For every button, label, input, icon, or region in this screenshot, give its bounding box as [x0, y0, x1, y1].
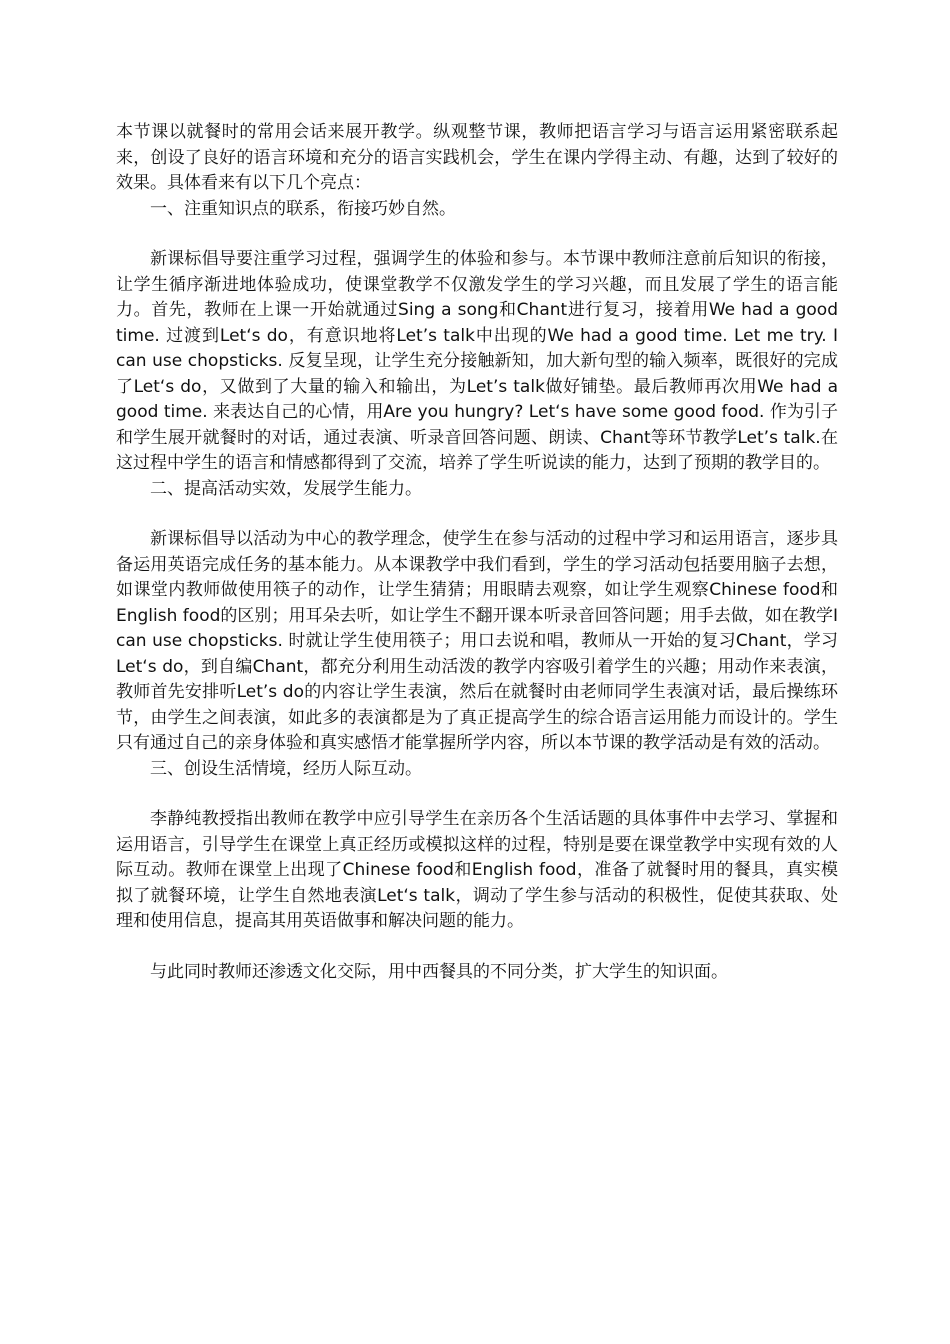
section-heading-1: 一、注重知识点的联系，衔接巧妙自然。 [150, 198, 456, 219]
intro-paragraph: 本节课以就餐时的常用会话来展开教学。纵观整节课，教师把语言学习与语言运用紧密联系起来，创设了良好的语言环境和充分的语言实践机会，学生在课内学得主动、有趣，达到了较好的效果。具体看来有以下几个亮点： [116, 122, 838, 193]
section-paragraph-3: 李静纯教授指出教师在教学中应引导学生在亲历各个生活话题的具体事件中去学习、掌握和运用语言，引导学生在课堂上真正经历或模拟这样的过程，特别是要在课堂教学中实现有效的人际互动。教师在课堂上出现了Chinese food和English food，准备了就餐时用的餐具，真实模拟了就餐环境，让学生自然地表演Let‘s talk，调动了学生参与活动的积极性，促使其获取、处理和使用信息，提高其用英语做事和解决问题的能力。 [116, 809, 838, 931]
section-heading-3: 三、创设生活情境，经历人际互动。 [150, 758, 422, 779]
section-heading-2: 二、提高活动实效，发展学生能力。 [150, 478, 422, 499]
section-paragraph-1: 新课标倡导要注重学习过程，强调学生的体验和参与。本节课中教师注意前后知识的衔接，让学生循序渐进地体验成功，使课堂教学不仅激发学生的学习兴趣，而且发展了学生的语言能力。首先，教师在上课一开始就通过Sing a song和Chant进行复习，接着用We had a good time. 过渡到Let‘s do，有意识地将Let’s talk中出现的We had a good time. Let me try. I can use chopsticks. 反复呈现，让学生充分接触新知，加大新句型的输入频率，既很好的完成了Let‘s do，又做到了大量的输入和输出，为Let’s talk做好铺垫。最后教师再次用We had a good time. 来表达自己的心情，用Are you hungry? Let‘s have some good food. 作为引子和学生展开就餐时的对话，通过表演、听录音回答问题、朗读、Chant等环节教学Let’s talk.在这过程中学生的语言和情感都得到了交流，培养了学生听说读的能力，达到了预期的教学目的。 [116, 249, 838, 473]
document-body [116, 120, 838, 985]
section-paragraph-2: 新课标倡导以活动为中心的教学理念，使学生在参与活动的过程中学习和运用语言，逐步具备运用英语完成任务的基本能力。从本课教学中我们看到，学生的学习活动包括要用脑子去想，如课堂内教师做使用筷子的动作，让学生猜猜；用眼睛去观察，如让学生观察Chinese food和English food的区别；用耳朵去听，如让学生不翻开课本听录音回答问题；用手去做，如在教学I can use chopsticks. 时就让学生使用筷子；用口去说和唱，教师从一开始的复习Chant，学习Let‘s do，到自编Chant，都充分利用生动活泼的教学内容吸引着学生的兴趣；用动作来表演，教师首先安排听Let’s do的内容让学生表演，然后在就餐时由老师同学生表演对话，最后操练环节，由学生之间表演，如此多的表演都是为了真正提高学生的综合语言运用能力而设计的。学生只有通过自己的亲身体验和真实感悟才能掌握所学内容，所以本节课的教学活动是有效的活动。 [116, 529, 838, 753]
closing-paragraph: 与此同时教师还渗透文化交际，用中西餐具的不同分类，扩大学生的知识面。 [150, 961, 728, 982]
